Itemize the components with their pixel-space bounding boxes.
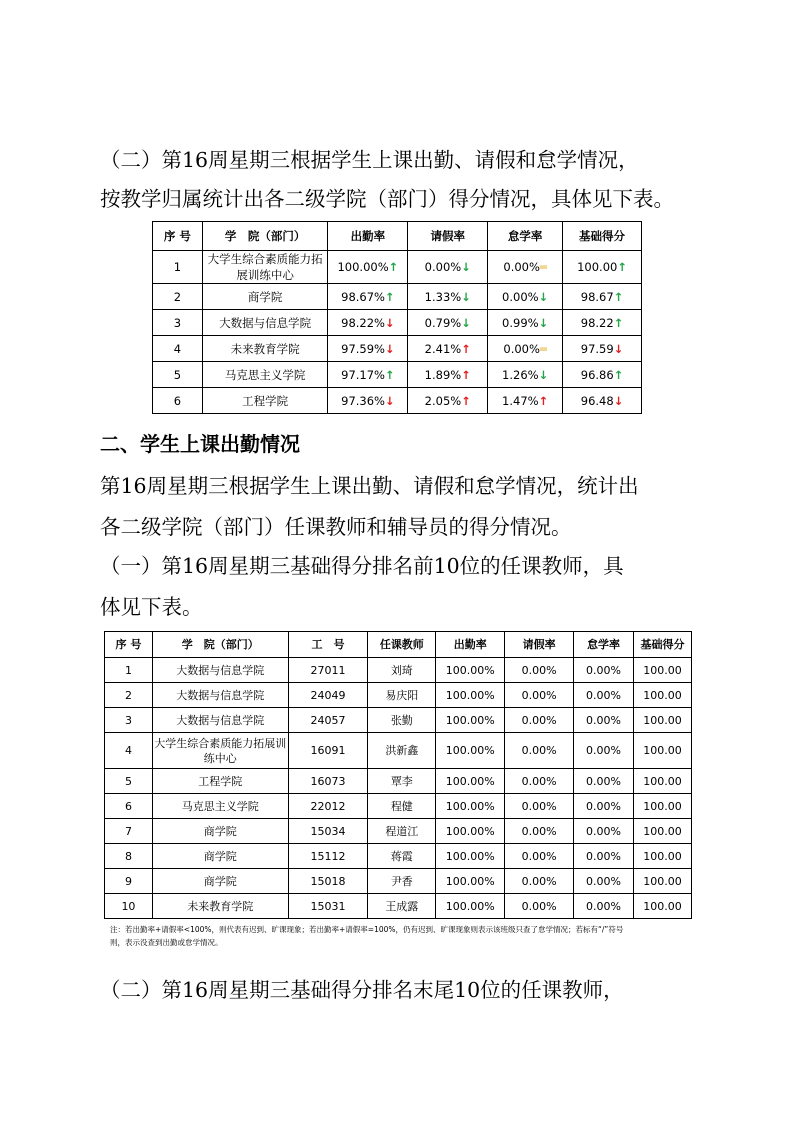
section-heading: 二、学生上课出勤情况 bbox=[100, 432, 300, 456]
teacher-name: 洪新鑫 bbox=[368, 733, 436, 769]
header-teacher: 任课教师 bbox=[368, 632, 436, 658]
table-header-row bbox=[153, 222, 642, 251]
truancy-value: 0.00% bbox=[574, 869, 634, 894]
truancy-value: 0.00% bbox=[574, 733, 634, 769]
row-number: 3 bbox=[153, 310, 203, 336]
trend-arrow-icon: ↓ bbox=[538, 315, 549, 330]
subsection-line-1: （一）第16周星期三基础得分排名前10位的任课教师，具 bbox=[100, 554, 624, 578]
college-score-table bbox=[152, 221, 642, 414]
trend-arrow-icon: ↑ bbox=[613, 367, 624, 382]
college-name: 大数据与信息学院 bbox=[152, 658, 288, 683]
teacher-name: 刘琦 bbox=[368, 658, 436, 683]
employee-id: 24057 bbox=[288, 708, 368, 733]
table-row bbox=[153, 362, 642, 388]
truancy-value: 0.00% bbox=[574, 844, 634, 869]
table-row bbox=[105, 869, 692, 894]
score-value: 100.00 bbox=[633, 683, 691, 708]
trend-arrow-icon: ↓ bbox=[613, 393, 624, 408]
college-name: 大学生综合素质能力拓展训练中心 bbox=[152, 733, 288, 769]
row-number: 2 bbox=[105, 683, 153, 708]
leave-value: 0.00% bbox=[505, 869, 574, 894]
table-row bbox=[105, 819, 692, 844]
truancy-cell bbox=[488, 310, 563, 336]
row-number: 8 bbox=[105, 844, 153, 869]
truancy-value: 0.00% bbox=[574, 794, 634, 819]
leave-value: 1.89% bbox=[424, 367, 462, 382]
employee-id: 15031 bbox=[288, 894, 368, 919]
table-row bbox=[105, 658, 692, 683]
row-number: 1 bbox=[153, 251, 203, 284]
leave-value: 1.33% bbox=[424, 289, 462, 304]
attendance-value: 97.36% bbox=[341, 393, 385, 408]
attendance-value: 100.00% bbox=[436, 708, 505, 733]
truancy-cell bbox=[488, 336, 563, 362]
leave-cell bbox=[408, 251, 488, 284]
attendance-value: 100.00% bbox=[436, 733, 505, 769]
college-name: 大数据与信息学院 bbox=[152, 683, 288, 708]
truancy-value: 0.00% bbox=[574, 658, 634, 683]
trend-arrow-icon: ↓ bbox=[461, 260, 471, 274]
college-name: 商学院 bbox=[152, 844, 288, 869]
table-row bbox=[105, 844, 692, 869]
header-score: 基础得分 bbox=[633, 632, 691, 658]
header-truancy: 怠学率 bbox=[574, 632, 634, 658]
attendance-value: 100.00% bbox=[436, 894, 505, 919]
score-value: 98.22 bbox=[580, 315, 614, 330]
score-cell bbox=[563, 251, 642, 284]
truancy-value: 0.00% bbox=[502, 289, 539, 304]
truancy-cell bbox=[488, 362, 563, 388]
leave-value: 0.00% bbox=[505, 794, 574, 819]
truancy-cell bbox=[488, 251, 563, 284]
truancy-value: 1.47% bbox=[502, 393, 539, 408]
truancy-value: 0.99% bbox=[502, 315, 539, 330]
attendance-value: 100.00% bbox=[436, 658, 505, 683]
teacher-name: 尹香 bbox=[368, 869, 436, 894]
score-value: 100.00 bbox=[633, 769, 691, 794]
header-college: 学 院（部门） bbox=[202, 222, 328, 251]
leave-cell bbox=[408, 310, 488, 336]
score-value: 100.00 bbox=[633, 819, 691, 844]
college-name: 商学院 bbox=[202, 284, 328, 310]
teacher-name: 程道江 bbox=[368, 819, 436, 844]
table-row bbox=[153, 284, 642, 310]
score-cell bbox=[563, 362, 642, 388]
score-cell bbox=[563, 336, 642, 362]
employee-id: 15018 bbox=[288, 869, 368, 894]
header-no: 序 号 bbox=[153, 222, 203, 251]
attendance-value: 98.67% bbox=[341, 289, 385, 304]
trend-arrow-icon: ↓ bbox=[461, 315, 471, 330]
truancy-value: 0.00% bbox=[503, 260, 540, 274]
score-value: 100.00 bbox=[577, 260, 618, 274]
leave-cell bbox=[408, 336, 488, 362]
attendance-cell bbox=[328, 310, 408, 336]
row-number: 5 bbox=[153, 362, 203, 388]
leave-value: 2.41% bbox=[424, 341, 462, 356]
score-value: 98.67 bbox=[580, 289, 614, 304]
score-value: 100.00 bbox=[633, 658, 691, 683]
attendance-value: 100.00% bbox=[436, 683, 505, 708]
leave-cell bbox=[408, 284, 488, 310]
trend-arrow-icon: ↑ bbox=[388, 260, 399, 274]
score-value: 100.00 bbox=[633, 794, 691, 819]
teacher-name: 王成露 bbox=[368, 894, 436, 919]
row-number: 3 bbox=[105, 708, 153, 733]
truancy-value: 0.00% bbox=[574, 894, 634, 919]
leave-value: 0.00% bbox=[505, 894, 574, 919]
leave-value: 0.00% bbox=[424, 260, 462, 274]
header-leave: 请假率 bbox=[505, 632, 574, 658]
teacher-name: 程健 bbox=[368, 794, 436, 819]
score-value: 100.00 bbox=[633, 844, 691, 869]
teacher-name: 覃李 bbox=[368, 769, 436, 794]
row-number: 9 bbox=[105, 869, 153, 894]
college-name: 未来教育学院 bbox=[152, 894, 288, 919]
leave-value: 0.00% bbox=[505, 658, 574, 683]
leave-value: 0.00% bbox=[505, 708, 574, 733]
score-value: 100.00 bbox=[633, 733, 691, 769]
trend-arrow-icon: ↓ bbox=[461, 289, 471, 304]
college-name: 商学院 bbox=[152, 869, 288, 894]
college-name: 马克思主义学院 bbox=[152, 794, 288, 819]
truancy-value: 1.26% bbox=[502, 367, 539, 382]
header-id: 工 号 bbox=[288, 632, 368, 658]
row-number: 6 bbox=[153, 388, 203, 414]
row-number: 4 bbox=[153, 336, 203, 362]
attendance-value: 100.00% bbox=[436, 769, 505, 794]
table-row bbox=[105, 733, 692, 769]
employee-id: 15112 bbox=[288, 844, 368, 869]
leave-cell bbox=[408, 362, 488, 388]
header-attendance: 出勤率 bbox=[436, 632, 505, 658]
leave-value: 0.00% bbox=[505, 733, 574, 769]
trend-arrow-icon: ↑ bbox=[384, 367, 395, 382]
trend-arrow-icon: ↓ bbox=[384, 315, 395, 330]
score-value: 100.00 bbox=[633, 708, 691, 733]
trend-arrow-icon: ↓ bbox=[384, 393, 395, 408]
employee-id: 16073 bbox=[288, 769, 368, 794]
attendance-cell bbox=[328, 362, 408, 388]
college-name: 大数据与信息学院 bbox=[152, 708, 288, 733]
top-teachers-table bbox=[104, 631, 692, 919]
subsection-line-2: 体见下表。 bbox=[100, 595, 203, 619]
row-number: 2 bbox=[153, 284, 203, 310]
trend-arrow-icon: ↓ bbox=[538, 367, 549, 382]
college-name: 工程学院 bbox=[152, 769, 288, 794]
leave-value: 0.79% bbox=[424, 315, 462, 330]
table-row bbox=[105, 708, 692, 733]
score-value: 100.00 bbox=[633, 894, 691, 919]
truancy-value: 0.00% bbox=[574, 708, 634, 733]
footnote-line-2: 则，表示没查到出勤或怠学情况。 bbox=[110, 938, 223, 947]
score-value: 96.86 bbox=[580, 367, 614, 382]
row-number: 7 bbox=[105, 819, 153, 844]
attendance-cell bbox=[328, 336, 408, 362]
row-number: 1 bbox=[105, 658, 153, 683]
score-value: 100.00 bbox=[633, 869, 691, 894]
score-value: 96.48 bbox=[580, 393, 614, 408]
employee-id: 15034 bbox=[288, 819, 368, 844]
intro-line-1: （二）第16周星期三根据学生上课出勤、请假和怠学情况， bbox=[100, 148, 639, 172]
employee-id: 22012 bbox=[288, 794, 368, 819]
score-cell bbox=[563, 284, 642, 310]
attendance-value: 97.59% bbox=[341, 341, 385, 356]
intro-line-2: 按教学归属统计出各二级学院（部门）得分情况，具体见下表。 bbox=[100, 187, 674, 211]
college-name: 马克思主义学院 bbox=[202, 362, 328, 388]
row-number: 10 bbox=[105, 894, 153, 919]
college-name: 工程学院 bbox=[202, 388, 328, 414]
attendance-value: 100.00% bbox=[436, 819, 505, 844]
trend-arrow-icon: ↑ bbox=[461, 393, 471, 408]
trend-arrow-icon: ↑ bbox=[613, 315, 624, 330]
row-number: 6 bbox=[105, 794, 153, 819]
table-row bbox=[153, 251, 642, 284]
trend-arrow-icon: ↑ bbox=[613, 289, 624, 304]
college-name: 大数据与信息学院 bbox=[202, 310, 328, 336]
leave-value: 2.05% bbox=[424, 393, 462, 408]
row-number: 5 bbox=[105, 769, 153, 794]
table-row bbox=[153, 336, 642, 362]
truancy-value: 0.00% bbox=[503, 341, 540, 356]
teacher-name: 张勤 bbox=[368, 708, 436, 733]
trend-arrow-icon: ↓ bbox=[538, 289, 549, 304]
attendance-cell bbox=[328, 251, 408, 284]
table-row bbox=[105, 894, 692, 919]
table-row bbox=[153, 310, 642, 336]
college-name: 未来教育学院 bbox=[202, 336, 328, 362]
table-footnote bbox=[110, 923, 690, 949]
score-value: 97.59 bbox=[580, 341, 614, 356]
header-leave: 请假率 bbox=[408, 222, 488, 251]
header-no: 序 号 bbox=[105, 632, 153, 658]
college-name: 商学院 bbox=[152, 819, 288, 844]
trend-arrow-icon: ↓ bbox=[384, 341, 395, 356]
attendance-cell bbox=[328, 284, 408, 310]
employee-id: 24049 bbox=[288, 683, 368, 708]
attendance-value: 100.00% bbox=[436, 869, 505, 894]
table-header-row bbox=[105, 632, 692, 658]
attendance-value: 97.17% bbox=[341, 367, 385, 382]
row-number: 4 bbox=[105, 733, 153, 769]
attendance-value: 100.00% bbox=[436, 794, 505, 819]
trend-arrow-icon: ↓ bbox=[613, 341, 624, 356]
leave-value: 0.00% bbox=[505, 819, 574, 844]
truancy-value: 0.00% bbox=[574, 769, 634, 794]
teacher-name: 易庆阳 bbox=[368, 683, 436, 708]
employee-id: 16091 bbox=[288, 733, 368, 769]
trend-arrow-icon: ↑ bbox=[384, 289, 395, 304]
header-truancy: 怠学率 bbox=[488, 222, 563, 251]
truancy-value: 0.00% bbox=[574, 683, 634, 708]
truancy-value: 0.00% bbox=[574, 819, 634, 844]
table-row bbox=[153, 388, 642, 414]
header-score: 基础得分 bbox=[563, 222, 642, 251]
attendance-cell bbox=[328, 388, 408, 414]
header-attendance: 出勤率 bbox=[328, 222, 408, 251]
table-row bbox=[105, 794, 692, 819]
footnote-line-1: 注：若出勤率+请假率<100%，则代表有迟到、旷课现象；若出勤率+请假率=100%，仍有迟到、旷课现象则表示该班级只查了怠学情况；若标有“/”符号 bbox=[110, 925, 624, 934]
trend-arrow-icon: ↑ bbox=[461, 367, 471, 382]
employee-id: 27011 bbox=[288, 658, 368, 683]
attendance-value: 100.00% bbox=[436, 844, 505, 869]
score-cell bbox=[563, 310, 642, 336]
teacher-name: 蒋霞 bbox=[368, 844, 436, 869]
attendance-value: 98.22% bbox=[341, 315, 385, 330]
trend-arrow-icon: ↑ bbox=[538, 393, 549, 408]
table-row bbox=[105, 683, 692, 708]
leave-value: 0.00% bbox=[505, 844, 574, 869]
leave-value: 0.00% bbox=[505, 683, 574, 708]
closing-line: （二）第16周星期三基础得分排名末尾10位的任课教师， bbox=[100, 978, 624, 1002]
score-cell bbox=[563, 388, 642, 414]
attendance-value: 100.00% bbox=[337, 260, 389, 274]
trend-arrow-icon: ↑ bbox=[617, 260, 627, 274]
truancy-cell bbox=[488, 284, 563, 310]
trend-arrow-icon: ═ bbox=[539, 341, 547, 356]
header-college: 学 院（部门） bbox=[152, 632, 288, 658]
truancy-cell bbox=[488, 388, 563, 414]
trend-arrow-icon: ═ bbox=[539, 260, 547, 274]
section-para-line-2: 各二级学院（部门）任课教师和辅导员的得分情况。 bbox=[100, 515, 572, 539]
leave-value: 0.00% bbox=[505, 769, 574, 794]
section-para-line-1: 第16周星期三根据学生上课出勤、请假和怠学情况，统计出 bbox=[100, 474, 639, 498]
leave-cell bbox=[408, 388, 488, 414]
trend-arrow-icon: ↑ bbox=[461, 341, 471, 356]
college-name: 大学生综合素质能力拓展训练中心 bbox=[202, 251, 328, 284]
table-row bbox=[105, 769, 692, 794]
